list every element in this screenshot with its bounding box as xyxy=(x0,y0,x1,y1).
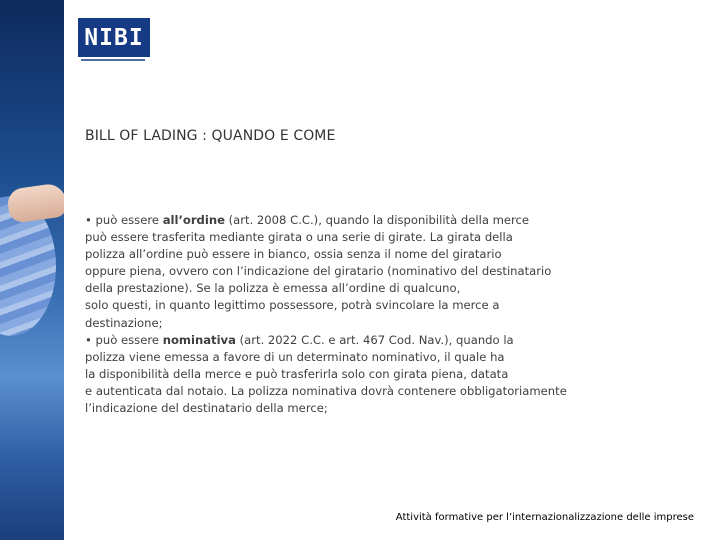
body-line: • può essere nominativa (art. 2022 C.C. e art. 467 Cod. Nav.), quando la xyxy=(85,332,514,347)
slide-body xyxy=(85,212,645,417)
body-line: • può essere all’ordine (art. 2008 C.C.), quando la disponibilità della merce xyxy=(85,213,530,227)
body-line: polizza all’ordine può essere in bianco, ossia senza il nome del giratario xyxy=(85,247,502,262)
body-line: oppure piena, ovvero con l’indicazione del giratario (nominativo del destinatario xyxy=(85,264,552,279)
body-line: e autenticata dal notaio. La polizza nominativa dovrà contenere obbligatoriamente xyxy=(85,383,567,398)
hand-image xyxy=(6,182,64,224)
logo-tagline-line xyxy=(81,59,145,61)
body-line: della prestazione). Se la polizza è emessa all’ordine di qualcuno, xyxy=(85,281,461,296)
side-photo-band xyxy=(0,0,64,540)
body-line: l’indicazione del destinatario della merce; xyxy=(85,401,328,416)
body-line: solo questi, in quanto legittimo possessore, potrà svincolare la merce a xyxy=(85,298,500,313)
slide-title: BILL OF LADING : QUANDO E COME xyxy=(85,128,336,144)
body-line: destinazione; xyxy=(85,315,163,330)
logo-text: NIBI xyxy=(84,24,144,51)
body-line: polizza viene emessa a favore di un determinato nominativo, il quale ha xyxy=(85,349,505,364)
nibi-logo xyxy=(78,18,150,57)
slide-footer: Attività formative per l’internazionalizzazione delle imprese xyxy=(395,512,694,523)
body-line: può essere trasferita mediante girata o una serie di girate. La girata della xyxy=(85,230,513,245)
body-line: la disponibilità della merce e può trasferirla solo con girata piena, datata xyxy=(85,366,509,381)
